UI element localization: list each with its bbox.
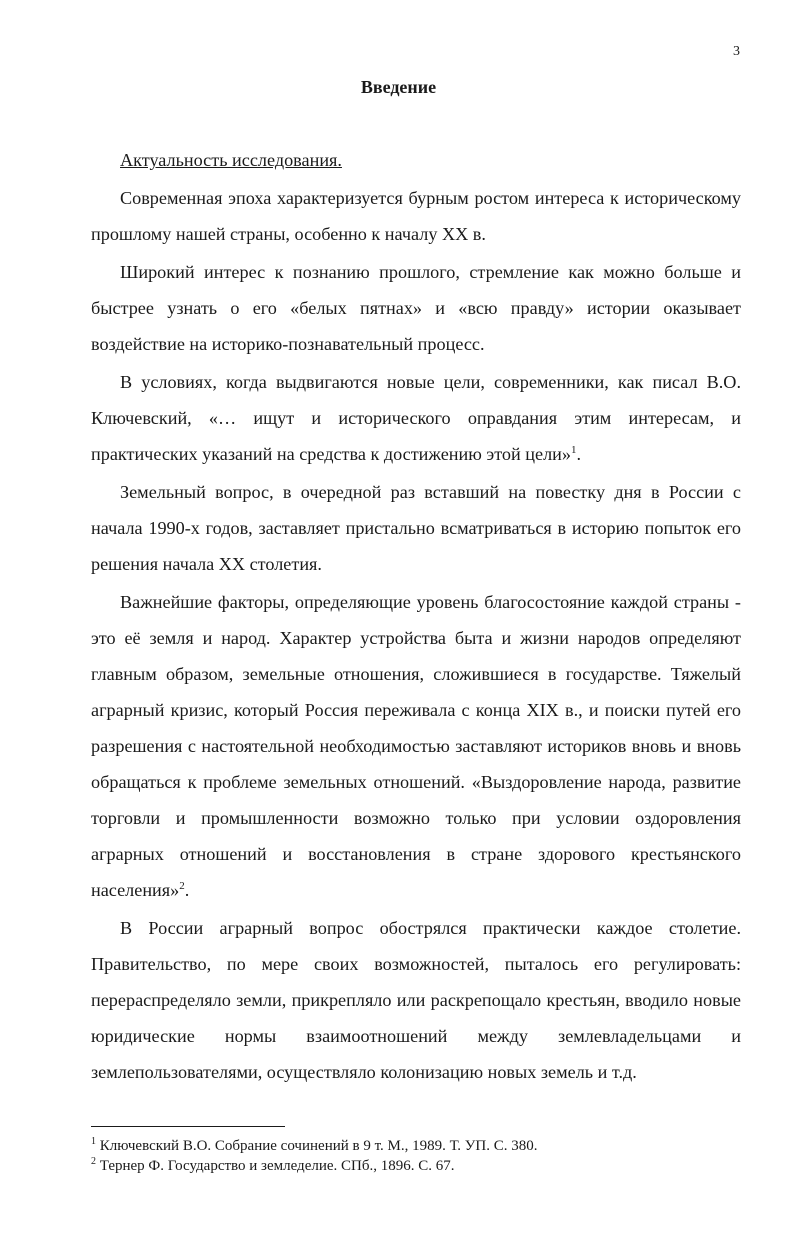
paragraph-4	[91, 474, 741, 582]
paragraph-text: Современная эпоха характеризуется бурным ростом интереса к историческому прошлому нашей страны, особенно к началу XX в.	[91, 188, 741, 244]
paragraph-1	[91, 180, 741, 252]
paragraph-end-punct: .	[576, 444, 582, 464]
paragraph-6	[91, 910, 741, 1090]
footnote-ref-1[interactable]: 1	[571, 444, 577, 456]
section-heading-text: Актуальность исследования.	[120, 150, 342, 170]
section-heading	[91, 142, 741, 178]
footnotes	[91, 1136, 741, 1176]
footnote-mark: 2	[91, 1156, 96, 1167]
footnote-1	[91, 1136, 741, 1156]
paragraph-text: Важнейшие факторы, определяющие уровень благосостояние каждой страны - это её земля и народ. Характер устройства быта и жизни народов определяют главным образом, земельные отношения, сложившиеся в государстве. Тяжелый аграрный кризис, который Россия переживала с конца XIX в., и поиски путей его разрешения с настоятельной необходимостью заставляют историков вновь и вновь обращаться к проблеме земельных отношений. «Выздоровление народа, развитие торговли и промышленности возможно только при условии оздоровления аграрных отношений и восстановления в стране здорового крестьянского населения»	[91, 592, 741, 900]
page-number: 3	[733, 44, 740, 59]
footnote-2	[91, 1156, 741, 1176]
footnote-divider	[91, 1126, 285, 1127]
body-text	[91, 142, 741, 1092]
paragraph-3	[91, 364, 741, 472]
paragraph-5	[91, 584, 741, 908]
footnote-text: Ключевский В.О. Собрание сочинений в 9 т. М., 1989. Т. УП. С. 380.	[99, 1138, 538, 1154]
paragraph-text: Земельный вопрос, в очередной раз вставший на повестку дня в России с начала 1990-х годов, заставляет пристально всматриваться в историю попыток его решения начала XX столетия.	[91, 482, 741, 574]
paragraph-2	[91, 254, 741, 362]
footnote-mark: 1	[91, 1136, 96, 1147]
page-title: Введение	[360, 77, 437, 97]
paragraph-text: Широкий интерес к познанию прошлого, стремление как можно больше и быстрее узнать о его «белых пятнах» и «всю правду» истории оказывает воздействие на историко-познавательный процесс.	[91, 262, 741, 354]
paragraph-end-punct: .	[184, 880, 190, 900]
paragraph-text: В условиях, когда выдвигаются новые цели, современники, как писал В.О. Ключевский, «… ищут и исторического оправдания этим интересам, и практических указаний на средства к достижению этой цели»	[91, 372, 741, 464]
footnote-text: Тернер Ф. Государство и земледелие. СПб., 1896. С. 67.	[99, 1158, 455, 1174]
paragraph-text: В России аграрный вопрос обострялся практически каждое столетие. Правительство, по мере своих возможностей, пыталось его регулировать: перераспределяло земли, прикрепляло или раскрепощало крестьян, вводило новые юридические нормы взаимоотношений между землевладельцами и землепользователями, осуществляло колонизацию новых земель и т.д.	[91, 918, 741, 1082]
footnote-ref-2[interactable]: 2	[179, 880, 185, 892]
